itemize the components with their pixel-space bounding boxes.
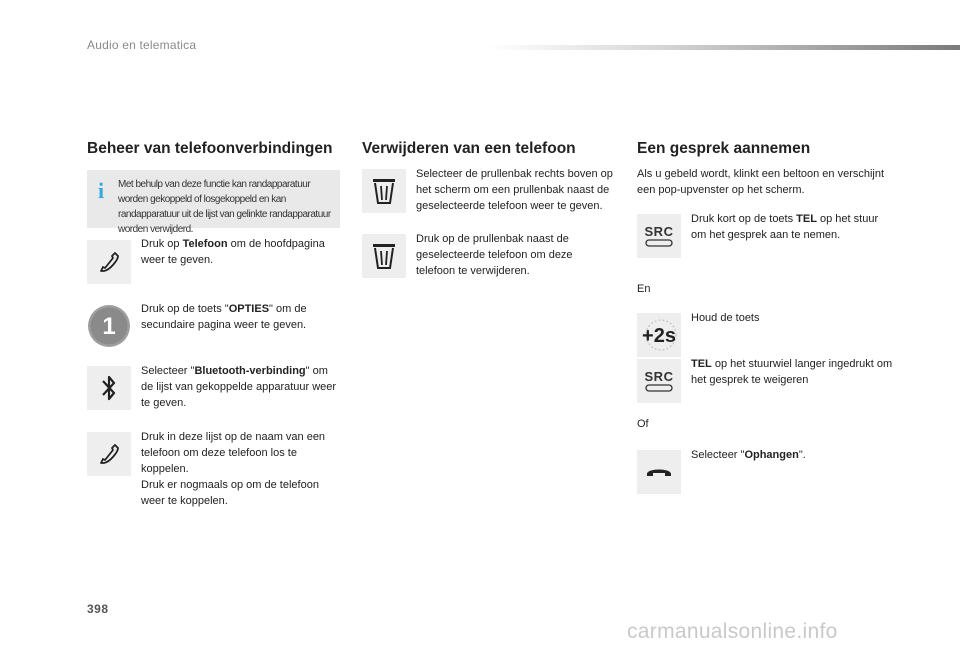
col2-heading — [362, 140, 576, 158]
hold-2s-icon — [637, 313, 681, 357]
col3-title: Een gesprek aannemen — [637, 140, 811, 157]
col1-step4-line2: Druk er nogmaals op om de telefoon weer te koppelen. — [141, 479, 319, 507]
src-label: SRC — [644, 223, 674, 239]
col1-title: Beheer van telefoonverbindingen — [87, 140, 333, 157]
col3-step4: Selecteer "Ophangen". — [691, 449, 806, 461]
info-icon: i — [98, 178, 105, 203]
src-key-shape — [644, 238, 674, 248]
col2-title: Verwijderen van een telefoon — [362, 140, 576, 157]
src-button-icon-2 — [637, 359, 681, 403]
info-text: Met behulp van deze functie kan randapparatuur worden gekoppeld of losgekoppeld en kan randapparatuur uit de lijst van gelinkte randapparatuur worden verwijderd. — [118, 179, 331, 235]
col1-step4 — [141, 429, 341, 509]
watermark: carmanualsonline.info — [627, 620, 838, 643]
header-bar — [488, 45, 960, 50]
step-number-icon — [87, 304, 131, 348]
col3-heading — [637, 140, 810, 158]
section-title: Audio en telematica — [87, 38, 197, 52]
phone-icon — [87, 240, 131, 284]
phone-icon-2 — [87, 432, 131, 476]
hang-up-icon — [637, 450, 681, 494]
col3-step1: Druk kort op de toets TEL op het stuur om het gesprek aan te nemen. — [691, 213, 879, 241]
src-key-shape-2 — [644, 383, 674, 393]
bluetooth-icon — [87, 366, 131, 410]
col2-step2: Druk op de prullenbak naast de geselecteerde telefoon om deze telefoon te verwijderen. — [416, 233, 573, 277]
col1-step1: Druk op Telefoon om de hoofdpagina weer te geven. — [141, 238, 325, 266]
hold-label: +2s — [642, 325, 676, 347]
col3-intro: Als u gebeld wordt, klinkt een beltoon en verschijnt een pop-upvenster op het scherm. — [637, 168, 885, 196]
src-button-icon — [637, 214, 681, 258]
col1-step3: Selecteer "Bluetooth-verbinding" om de lijst van gekoppelde apparatuur weer te geven. — [141, 365, 337, 409]
step-number: 1 — [102, 313, 116, 340]
trash-icon — [362, 169, 406, 213]
col3-step2: Houd de toets — [691, 312, 760, 324]
col3-step3: TEL op het stuurwiel langer ingedrukt om het gesprek te weigeren — [691, 358, 893, 386]
col1-heading — [87, 140, 332, 158]
en-label: En — [637, 283, 651, 295]
info-box — [87, 170, 340, 235]
col1-step2: Druk op de toets "OPTIES" om de secundaire pagina weer te geven. — [141, 303, 307, 331]
col1-step4-line1: Druk in deze lijst op de naam van een telefoon om deze telefoon los te koppelen. — [141, 431, 326, 475]
trash-icon-2 — [362, 234, 406, 278]
of-label: Of — [637, 418, 649, 430]
page-number: 398 — [87, 602, 109, 616]
col2-step1: Selecteer de prullenbak rechts boven op het scherm om een prullenbak naast de geselecteerde telefoon weer te geven. — [416, 168, 613, 212]
src-label-2: SRC — [644, 368, 674, 384]
